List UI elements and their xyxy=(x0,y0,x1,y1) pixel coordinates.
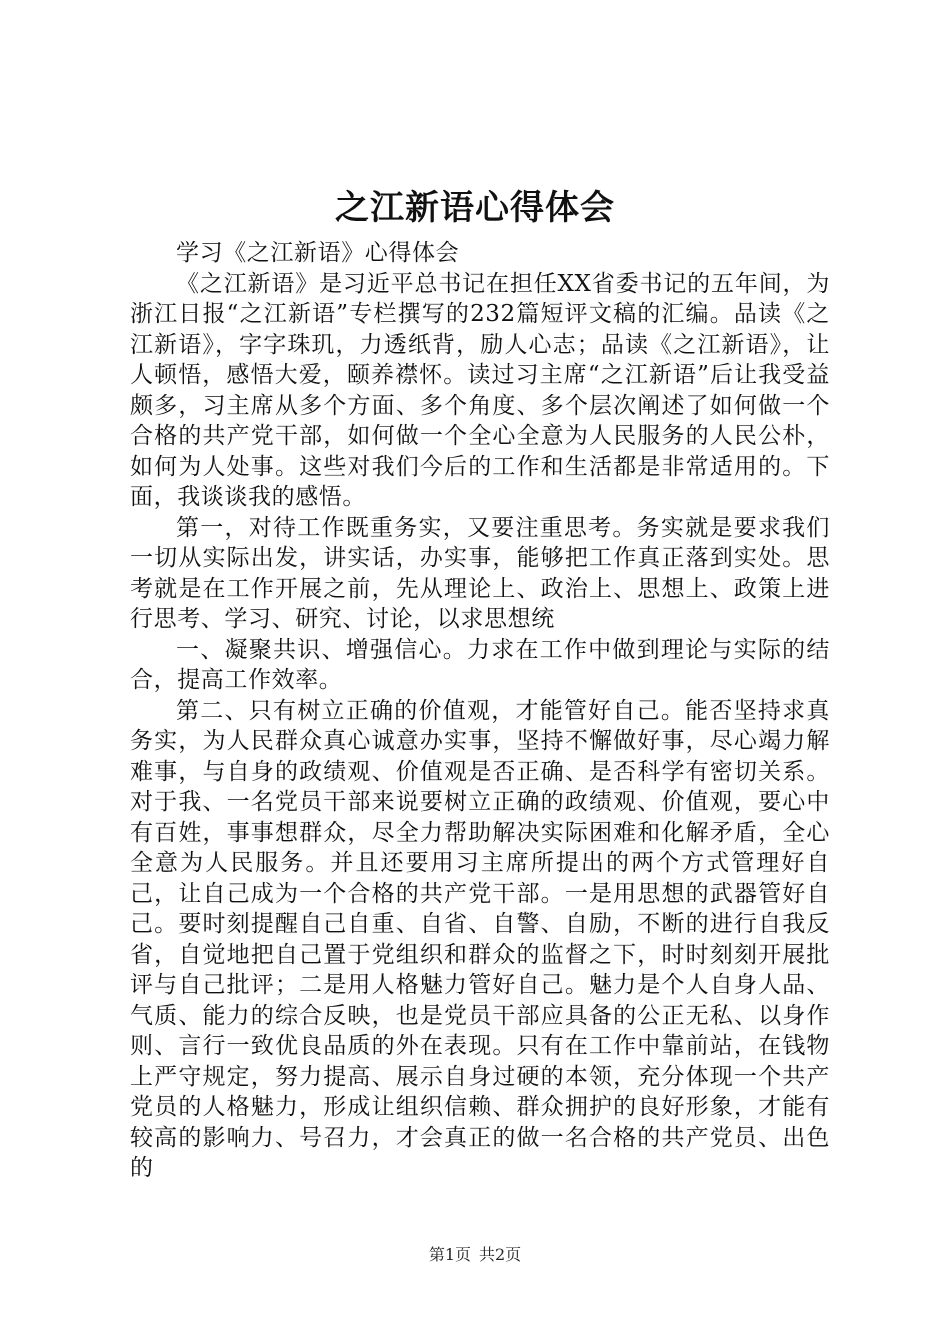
consensus-paragraph: 一、凝聚共识、增强信心。力求在工作中做到理论与实际的结合，提高工作效率。 xyxy=(130,636,830,693)
point-two-paragraph: 第二、只有树立正确的价值观，才能管好自己。能否坚持求真务实，为人民群众真心诚意办实事，坚持不懈做好事，尽心竭力解难事，与自身的政绩观、价值观是否正确、是否科学有密切关系。对于我、一名党员干部来说要树立正确的政绩观、价值观，要心中有百姓，事事想群众，尽全力帮助解决实际困难和化解矛盾，全心全意为人民服务。并且还要用习主席所提出的两个方式管理好自己，让自己成为一个合格的共产党干部。一是用思想的武器管好自己。要时刻提醒自己自重、自省、自警、自励，不断的进行自我反省，自觉地把自己置于党组织和群众的监督之下，时时刻刻开展批评与自己批评；二是用人格魅力管好自己。魅力是个人自身人品、气质、能力的综合反映，也是党员干部应具备的公正无私、以身作则、言行一致优良品质的外在表现。只有在工作中靠前站，在钱物上严守规定，努力提高、展示自身过硬的本领，充分体现一个共产党员的人格魅力，形成让组织信赖、群众拥护的良好形象，才能有较高的影响力、号召力，才会真正的做一名合格的共产党员、出色的 xyxy=(130,697,830,1181)
page-total: 共2页 xyxy=(479,1245,522,1264)
page-number: 第1页 xyxy=(428,1245,471,1264)
subtitle-paragraph: 学习《之江新语》心得体会 xyxy=(176,240,460,266)
page-footer xyxy=(0,1244,950,1266)
intro-paragraph: 《之江新语》是习近平总书记在担任XX省委书记的五年间，为浙江日报“之江新语”专栏撰写的232篇短评文稿的汇编。品读《之江新语》，字字珠玑，力透纸背，励人心志；品读《之江新语》，让人顿悟，感悟大爱，颐养襟怀。读过习主席“之江新语”后让我受益颇多，习主席从多个方面、多个角度、多个层次阐述了如何做一个合格的共产党干部，如何做一个全心全意为人民服务的人民公朴，如何为人处事。这些对我们今后的工作和生活都是非常适用的。下面，我谈谈我的感悟。 xyxy=(130,270,830,510)
point-one-paragraph: 第一，对待工作既重务实，又要注重思考。务实就是要求我们一切从实际出发，讲实话，办实事，能够把工作真正落到实处。思考就是在工作开展之前，先从理论上、政治上、思想上、政策上进行思考、学习、研究、讨论，以求思想统 xyxy=(130,514,830,632)
document-body xyxy=(130,238,830,1184)
document-title: 之江新语心得体会 xyxy=(335,188,615,228)
